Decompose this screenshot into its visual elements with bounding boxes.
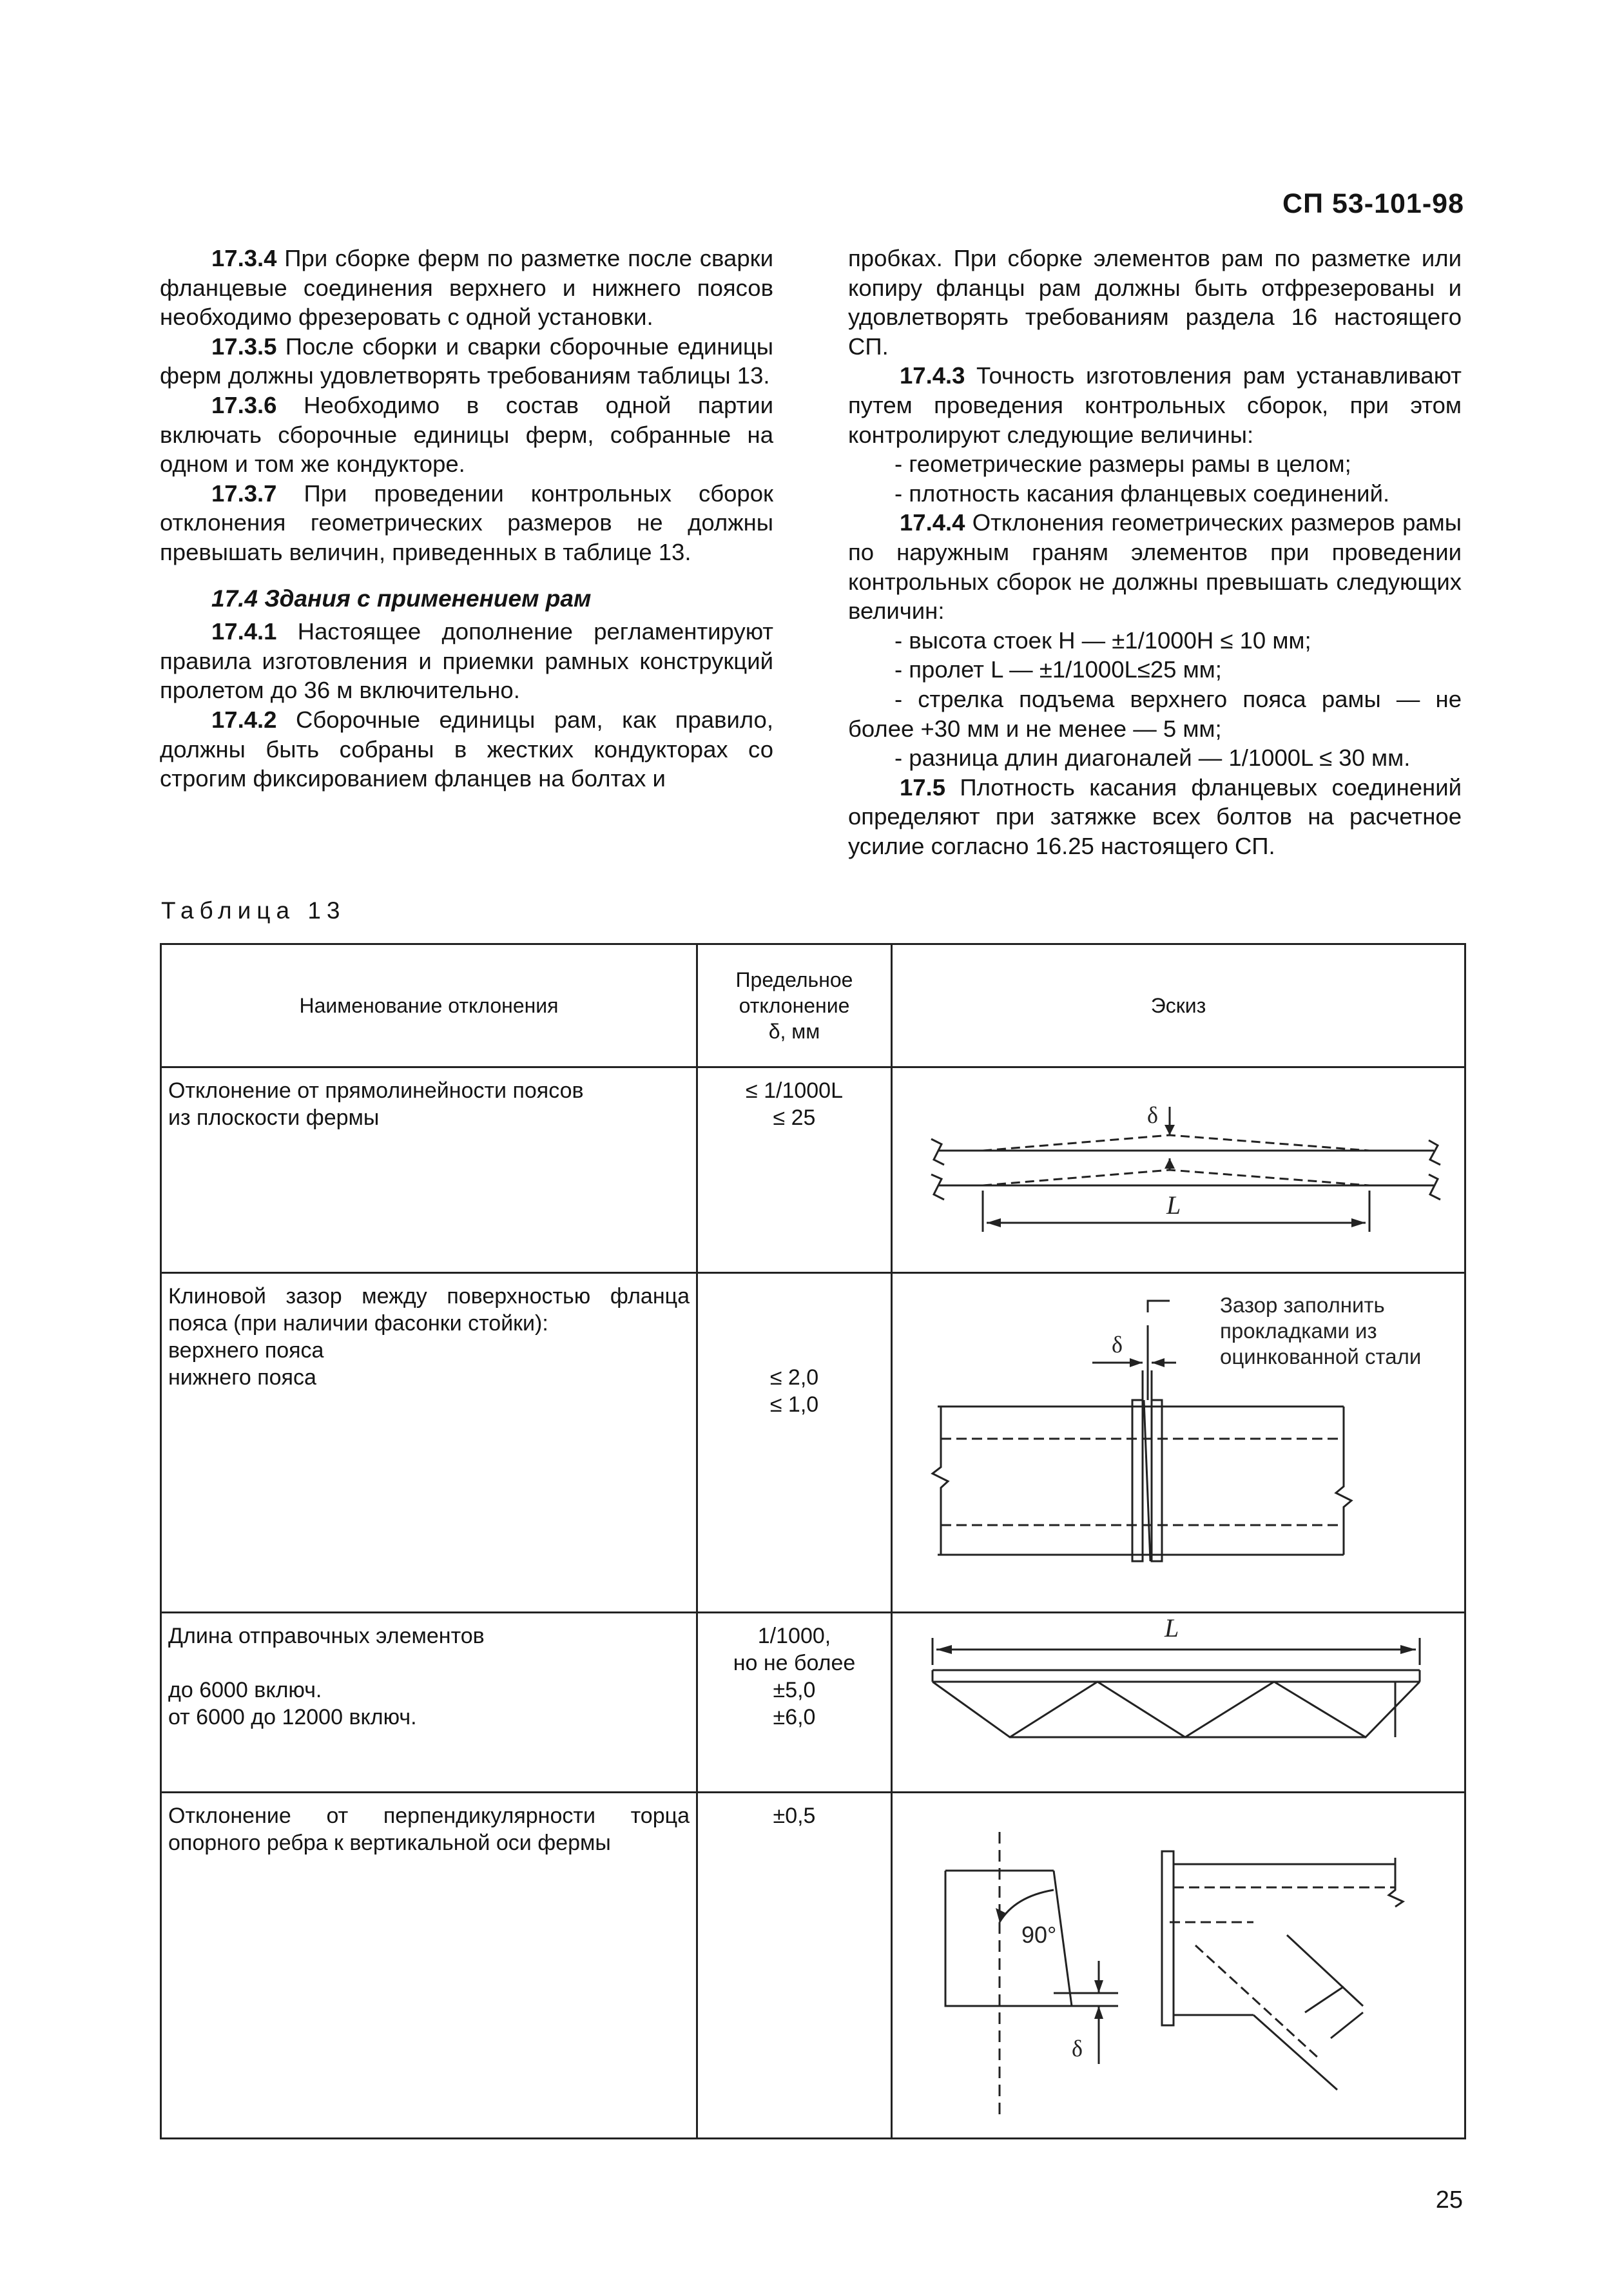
- header-limit: Предельное отклонение δ, мм: [697, 944, 892, 1067]
- right-text-column: [848, 244, 1462, 861]
- sketch-perpendicularity: [892, 1793, 1465, 2139]
- deviation-name: Отклонение от прямолинейности поясов из плоскости фермы: [161, 1067, 697, 1273]
- delta-label: δ: [1072, 2036, 1083, 2061]
- sketch-wedge-gap: [892, 1273, 1465, 1613]
- deviation-limit: ≤ 2,0 ≤ 1,0: [697, 1273, 892, 1613]
- delta-label: δ: [1147, 1102, 1158, 1128]
- list-item: - разница длин диагоналей — 1/1000L ≤ 30 мм.: [894, 745, 1411, 772]
- list-item: - пролет L — ±1/1000L≤25 мм;: [894, 656, 1222, 683]
- deviation-table: [160, 943, 1466, 2139]
- table-row: [161, 1793, 1465, 2139]
- length-label: L: [1165, 1613, 1179, 1642]
- deviation-limit: ±0,5: [697, 1793, 892, 2139]
- table-row: [161, 1273, 1465, 1613]
- delta-label: δ: [1112, 1332, 1123, 1358]
- deviation-limit: 1/1000, но не более ±5,0 ±6,0: [697, 1613, 892, 1793]
- document-code-header: СП 53-101-98: [1282, 188, 1464, 219]
- clause-17-3-6: 17.3.6 Необходимо в состав одной партии включать сборочные единицы ферм, собранные на одном и том же кондукторе.: [160, 391, 773, 478]
- clause-17-3-5: 17.3.5 После сборки и сварки сборочные единицы ферм должны удовлетворять требованиям таблицы 13.: [160, 333, 773, 389]
- sketch-truss-length: [892, 1613, 1465, 1793]
- clause-17-4-3: 17.4.3 Точность изготовления рам устанавливают путем проведения контрольных сборок, при этом контролируют следующие величины:: [848, 362, 1462, 448]
- list-item: - высота стоек H — ±1/1000H ≤ 10 мм;: [894, 627, 1311, 654]
- left-text-column: [160, 244, 773, 793]
- table-row: [161, 1613, 1465, 1793]
- length-label: L: [1166, 1191, 1181, 1220]
- clause-17-4-2-continued: пробках. При сборке элементов рам по разметке или копиру фланцы рам должны быть отфрезерованы и удовлетворять требованиям раздела 16 настоящего СП.: [848, 245, 1462, 360]
- table-caption: Таблица 13: [161, 897, 346, 924]
- deviation-name: Клиновой зазор между поверхностью фланца пояса (при наличии фасонки стойки): верхнего пояса нижнего пояса: [161, 1273, 697, 1613]
- clause-17-4-1: 17.4.1 Настоящее дополнение регламентируют правила изготовления и приемки рамных конструкций пролетом до 36 м включительно.: [160, 618, 773, 704]
- sketch-perpendicularity-drawing: [893, 1793, 1466, 2137]
- section-title: 17.4 Здания с применением рам: [211, 585, 592, 612]
- list-item: - стрелка подъема верхнего пояса рамы — не более +30 мм и не менее — 5 мм;: [848, 685, 1462, 742]
- sketch-truss-length-drawing: [893, 1613, 1466, 1791]
- table-header-row: [161, 944, 1465, 1067]
- table-row: [161, 1067, 1465, 1273]
- clause-17-3-7: 17.3.7 При проведении контрольных сборок отклонения геометрических размеров не должны превышать величин, приведенных в таблице 13.: [160, 480, 773, 565]
- gap-note-line-3: оцинкованной стали: [1220, 1345, 1422, 1368]
- angle-label: 90°: [1021, 1922, 1057, 1948]
- header-name: Наименование отклонения: [161, 944, 697, 1067]
- deviation-limit: ≤ 1/1000L ≤ 25: [697, 1067, 892, 1273]
- list-item: - плотность касания фланцевых соединений.: [894, 480, 1390, 507]
- deviation-name: Длина отправочных элементов до 6000 включ. от 6000 до 12000 включ.: [161, 1613, 697, 1793]
- sketch-wedge-gap-drawing: [893, 1274, 1466, 1611]
- clause-17-3-4: 17.3.4 При сборке ферм по разметке после сварки фланцевые соединения верхнего и нижнего поясов необходимо фрезеровать с одной установки.: [160, 245, 773, 331]
- sketch-straightness: [892, 1067, 1465, 1273]
- gap-note-line-2: прокладками из: [1220, 1319, 1377, 1343]
- clause-17-5: 17.5 Плотность касания фланцевых соединений определяют при затяжке всех болтов на расчетное усилие согласно 16.25 настоящего СП.: [848, 774, 1462, 859]
- gap-note-line-1: Зазор заполнить: [1220, 1293, 1385, 1317]
- list-item: - геометрические размеры рамы в целом;: [894, 451, 1351, 478]
- clause-17-4-2: 17.4.2 Сборочные единицы рам, как правило, должны быть собраны в жестких кондукторах со строгим фиксированием фланцев на болтах и: [160, 706, 773, 792]
- clause-17-4-4: 17.4.4 Отклонения геометрических размеров рамы по наружным граням элементов при проведении контрольных сборок не должны превышать следующих величин:: [848, 509, 1462, 625]
- deviation-name: Отклонение от перпендикулярности торца опорного ребра к вертикальной оси фермы: [161, 1793, 697, 2139]
- header-sketch: Эскиз: [892, 944, 1465, 1067]
- sketch-straightness-drawing: [893, 1068, 1466, 1272]
- page-number: 25: [1435, 2186, 1463, 2214]
